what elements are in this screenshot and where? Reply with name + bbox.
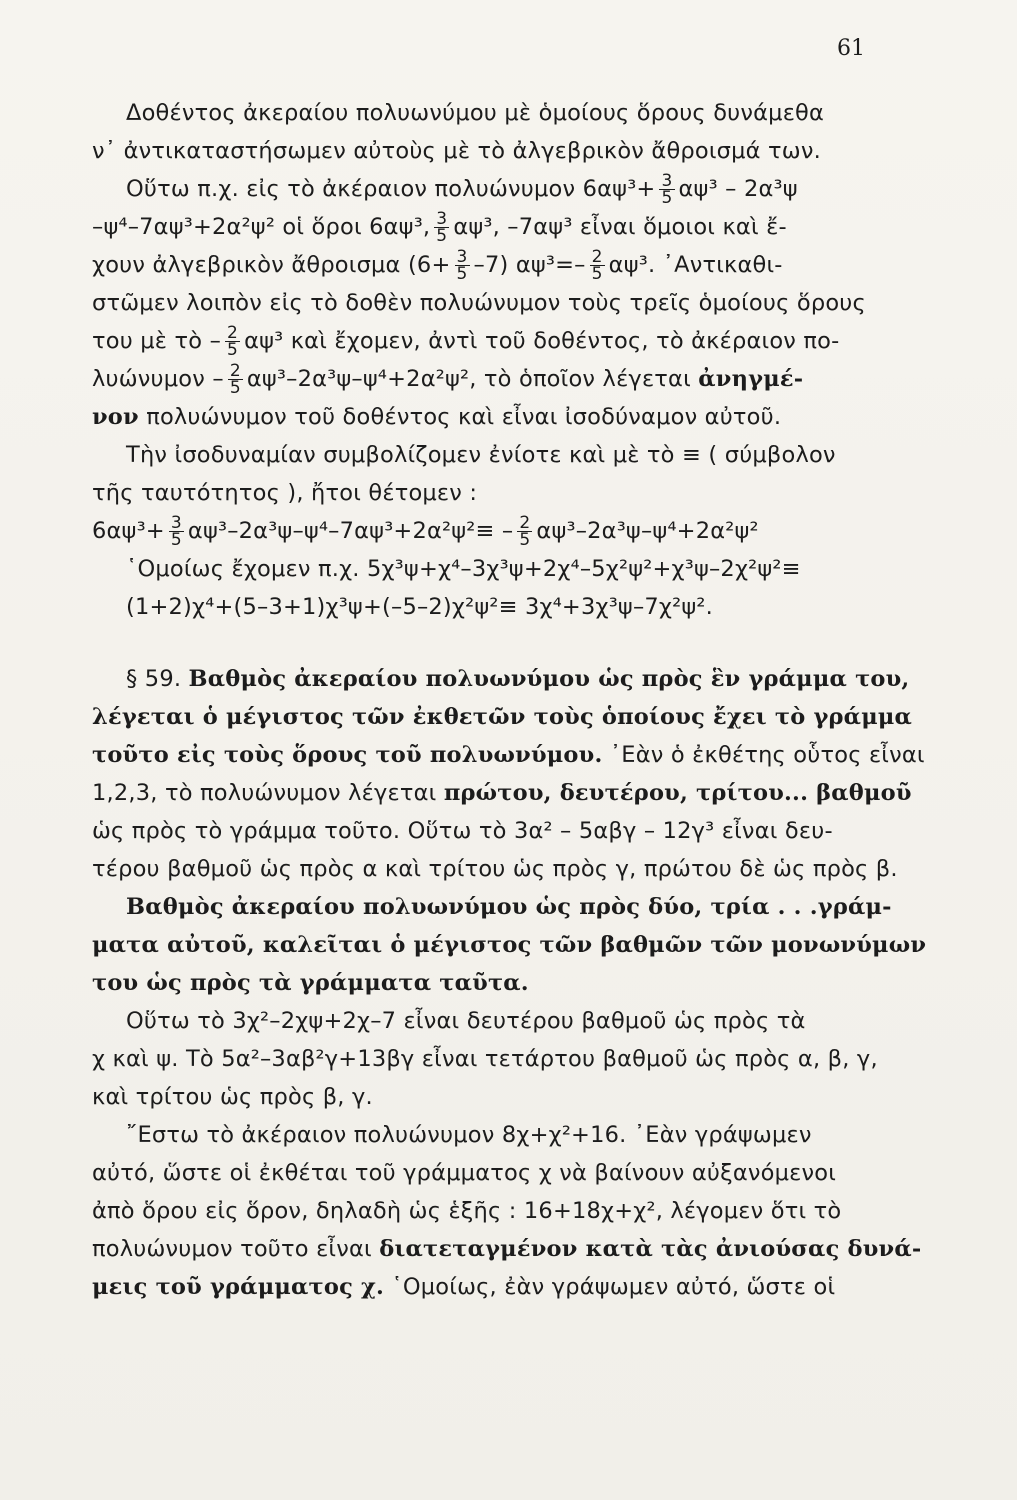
- paragraph-degree-several: [92, 888, 927, 1002]
- text-segment: –7) αψ³=–: [473, 252, 586, 278]
- fraction-denominator: 5: [227, 340, 239, 360]
- fraction: [517, 515, 532, 548]
- fraction-numerator: 2: [591, 247, 603, 267]
- fraction: [225, 325, 240, 358]
- bold-term: ἀνηγμέ-: [698, 366, 804, 392]
- paragraph-2: [92, 170, 902, 436]
- text-line: [92, 774, 912, 812]
- text-segment: αψ³–2α³ψ–ψ⁴+2α²ψ², τὸ ὁποῖον λέγεται: [246, 366, 691, 392]
- fraction-numerator: 3: [456, 247, 468, 267]
- text-line: Δοθέντος ἀκεραίου πολυωνύμου μὲ ὁμοίους ὅρους δυνάμεθα: [126, 100, 825, 126]
- text-line: ἀπὸ ὅρου εἰς ὅρον, δηλαδὴ ὡς ἑξῆς : 16+18χ+χ², λέγομεν ὅτι τὸ: [92, 1198, 842, 1224]
- paragraph-6: [92, 1116, 922, 1306]
- fraction: [169, 515, 184, 548]
- fraction-numerator: 3: [170, 513, 182, 533]
- text-segment: Οὕτω π.χ. εἰς τὸ ἀκέραιον πολυώνυμον 6αψ³+: [126, 176, 656, 202]
- bold-term: Βαθμὸς ἀκεραίου πολυωνύμου ὡς πρὸς ἓν γράμμα του,: [188, 666, 910, 692]
- text-line: Τὴν ἰσοδυναμίαν συμβολίζομεν ἐνίοτε καὶ μὲ τὸ ≡ ( σύμβολον: [126, 442, 836, 468]
- fraction-denominator: 5: [229, 378, 241, 398]
- text-line: [92, 1268, 902, 1306]
- text-segment: λυώνυμον –: [92, 366, 224, 392]
- text-line: [92, 964, 902, 1002]
- equation-line: [92, 512, 902, 550]
- text-line: αὐτό, ὥστε οἱ ἐκθέται τοῦ γράμματος χ νὰ βαίνουν αὐξανόμενοι: [92, 1160, 837, 1186]
- spacer: [92, 626, 902, 660]
- fraction-denominator: 5: [436, 226, 448, 246]
- fraction: [455, 249, 470, 282]
- section-59: [92, 660, 925, 888]
- text-segment: αψ³ – 2α³ψ: [678, 176, 798, 202]
- bold-term: τοῦτο εἰς τοὺς ὅρους τοῦ πολυωνύμου.: [92, 742, 603, 768]
- paragraph-3: [92, 436, 902, 512]
- bold-term: του ὡς πρὸς τὰ γράμματα ταῦτα.: [92, 970, 529, 996]
- text-segment: ῾Ομοίως, ἐὰν γράψωμεν αὐτό, ὥστε οἱ: [391, 1274, 836, 1300]
- text-line: χ καὶ ψ. Τὸ 5α²–3αβ²γ+13βγ εἶναι τετάρτου βαθμοῦ ὡς πρὸς α, β, γ,: [92, 1046, 878, 1072]
- fraction-denominator: 5: [456, 264, 468, 284]
- bold-term: λέγεται ὁ μέγιστος τῶν ἐκθετῶν τοὺς ὁποίους ἔχει τὸ γράμμα: [92, 704, 913, 730]
- text-line: [92, 170, 902, 208]
- bold-term: πρώτου, δευτέρου, τρίτου... βαθμοῦ: [443, 780, 912, 806]
- fraction-denominator: 5: [519, 530, 531, 550]
- text-line: [92, 926, 927, 964]
- text-line: [92, 1230, 922, 1268]
- text-segment: 1,2,3, τὸ πολυώνυμον λέγεται: [92, 780, 437, 806]
- text-segment: αψ³ καὶ ἔχομεν, ἀντὶ τοῦ δοθέντος, τὸ ἀκέραιον πο-: [244, 328, 840, 354]
- equation-line: ῾Ομοίως ἔχομεν π.χ. 5χ³ψ+χ⁴–3χ³ψ+2χ⁴–5χ²ψ²+χ³ψ–2χ²ψ²≡: [126, 556, 801, 582]
- text-segment: του μὲ τὸ –: [92, 328, 222, 354]
- equation-line: (1+2)χ⁴+(5–3+1)χ³ψ+(–5–2)χ²ψ²≡ 3χ⁴+3χ³ψ–7χ²ψ².: [126, 594, 713, 620]
- paragraph-1: [92, 94, 902, 170]
- text-line: καὶ τρίτου ὡς πρὸς β, γ.: [92, 1084, 373, 1110]
- text-line: [92, 698, 913, 736]
- fraction: [590, 249, 605, 282]
- page-body: [92, 94, 927, 1306]
- text-line: ῎Εστω τὸ ἀκέραιον πολυώνυμον 8χ+χ²+16. ᾿Εὰν γράψωμεν: [126, 1122, 812, 1148]
- text-segment: αψ³–2α³ψ–ψ⁴+2α²ψ²: [536, 518, 759, 544]
- bold-term: διατεταγμένον κατὰ τὰς ἀνιούσας δυνά-: [379, 1236, 922, 1262]
- text-line: ὡς πρὸς τὸ γράμμα τοῦτο. Οὕτω τὸ 3α² – 5αβγ – 12γ³ εἶναι δευ-: [92, 818, 833, 844]
- text-segment: πολυώνυμον τοῦτο εἶναι: [92, 1236, 372, 1262]
- fraction-numerator: 3: [436, 209, 448, 229]
- fraction-numerator: 3: [661, 171, 673, 191]
- text-line: [92, 398, 902, 436]
- fraction-numerator: 2: [227, 323, 239, 343]
- text-line: [92, 246, 902, 284]
- text-segment: αψ³. ᾿Αντικαθι-: [608, 252, 783, 278]
- text-segment: ᾿Εὰν ὁ ἐκθέτης οὗτος εἶναι: [609, 742, 925, 768]
- paragraph-5: [92, 1002, 902, 1116]
- fraction-numerator: 2: [229, 361, 241, 381]
- text-line: [92, 888, 902, 926]
- text-segment: 6αψ³+: [92, 518, 165, 544]
- fraction: [434, 211, 449, 244]
- bold-term: Βαθμὸς ἀκεραίου πολυωνύμου ὡς πρὸς δύο, τρία . . .γράμ-: [126, 894, 892, 920]
- text-line: [92, 360, 902, 398]
- text-line: τῆς ταυτότητος ), ἤτοι θέτομεν :: [92, 480, 478, 506]
- text-line: στῶμεν λοιπὸν εἰς τὸ δοθὲν πολυώνυμον τοὺς τρεῖς ὁμοίους ὅρους: [92, 290, 866, 316]
- page-number: 61: [837, 36, 865, 61]
- bold-term: νον: [92, 404, 139, 430]
- text-line: [92, 208, 902, 246]
- text-segment: χουν ἀλγεβρικὸν ἄθροισμα (6+: [92, 252, 451, 278]
- text-line: [92, 322, 902, 360]
- text-segment: αψ³, –7αψ³ εἶναι ὅμοιοι καὶ ἔ-: [453, 214, 787, 240]
- text-line: ν᾿ ἀντικαταστήσωμεν αὐτοὺς μὲ τὸ ἀλγεβρικὸν ἄθροισμά των.: [92, 138, 821, 164]
- text-segment: αψ³–2α³ψ–ψ⁴–7αψ³+2α²ψ²≡ –: [187, 518, 514, 544]
- text-line: τέρου βαθμοῦ ὡς πρὸς α καὶ τρίτου ὡς πρὸς γ, πρώτου δὲ ὡς πρὸς β.: [92, 856, 898, 882]
- text-segment: –ψ⁴–7αψ³+2α²ψ² οἱ ὅροι 6αψ³,: [92, 214, 431, 240]
- text-segment: πολυώνυμον τοῦ δοθέντος καὶ εἶναι ἰσοδύναμον αὐτοῦ.: [146, 404, 782, 430]
- fraction-numerator: 2: [519, 513, 531, 533]
- text-line: [92, 736, 925, 774]
- text-line: [92, 660, 910, 698]
- fraction: [228, 363, 243, 396]
- fraction: [659, 173, 674, 206]
- fraction-denominator: 5: [661, 188, 673, 208]
- section-number: § 59.: [126, 666, 182, 692]
- fraction-denominator: 5: [170, 530, 182, 550]
- bold-term: ματα αὐτοῦ, καλεῖται ὁ μέγιστος τῶν βαθμῶν τῶν μονωνύμων: [92, 932, 927, 958]
- fraction-denominator: 5: [591, 264, 603, 284]
- text-line: Οὕτω τὸ 3χ²–2χψ+2χ–7 εἶναι δευτέρου βαθμοῦ ὡς πρὸς τὰ: [126, 1008, 806, 1034]
- bold-term: μεις τοῦ γράμματος χ.: [92, 1274, 385, 1300]
